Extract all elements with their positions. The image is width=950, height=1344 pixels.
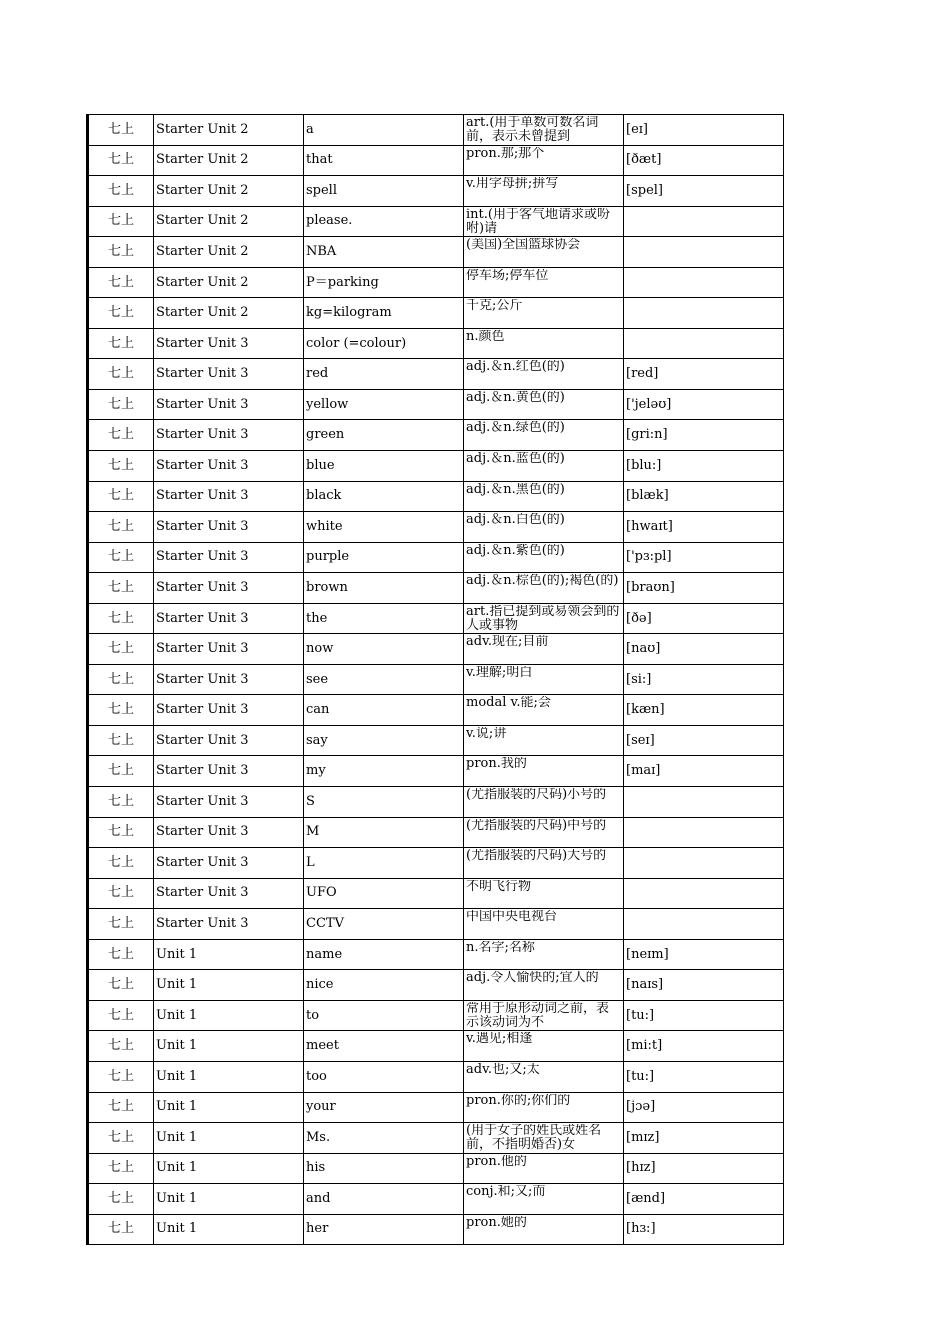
table-row: [88, 267, 784, 298]
table-row: [88, 145, 784, 176]
table-row: [88, 1092, 784, 1123]
table-row: [88, 512, 784, 543]
meaning-cell: [464, 481, 624, 512]
word-cell: Ms.: [304, 1123, 464, 1154]
unit-cell: Starter Unit 3: [154, 573, 304, 604]
meaning-cell: [464, 939, 624, 970]
grade-cell: 七上: [88, 176, 154, 207]
grade-cell: 七上: [88, 542, 154, 573]
unit-cell: Starter Unit 3: [154, 695, 304, 726]
meaning-cell: [464, 1092, 624, 1123]
unit-cell: Starter Unit 2: [154, 176, 304, 207]
grade-cell: 七上: [88, 817, 154, 848]
unit-cell: Unit 1: [154, 1123, 304, 1154]
grade-cell: 七上: [88, 909, 154, 940]
meaning-cell: [464, 1061, 624, 1092]
meaning-text: v.遇见;相逢: [466, 1032, 533, 1047]
meaning-text: v.说;讲: [466, 726, 507, 741]
meaning-cell: [464, 817, 624, 848]
grade-cell: 七上: [88, 664, 154, 695]
phonetic-cell: [naʊ]: [624, 634, 784, 665]
meaning-text: n.颜色: [466, 329, 505, 344]
unit-cell: Starter Unit 3: [154, 389, 304, 420]
phonetic-cell: [hwaɪt]: [624, 512, 784, 543]
meaning-text: art.(用于单数可数名词前，表示未曾提到: [466, 116, 599, 144]
vocabulary-table: [86, 114, 784, 1245]
table-row: [88, 115, 784, 146]
grade-cell: 七上: [88, 1000, 154, 1031]
grade-cell: 七上: [88, 267, 154, 298]
phonetic-cell: [seɪ]: [624, 725, 784, 756]
table-row: [88, 1123, 784, 1154]
phonetic-cell: [eɪ]: [624, 115, 784, 146]
unit-cell: Starter Unit 2: [154, 115, 304, 146]
phonetic-cell: [hɪz]: [624, 1153, 784, 1184]
unit-cell: Starter Unit 3: [154, 603, 304, 634]
table-row: [88, 328, 784, 359]
phonetic-cell: [hɜ:]: [624, 1214, 784, 1245]
phonetic-cell: [624, 206, 784, 237]
table-row: [88, 1214, 784, 1245]
phonetic-cell: [624, 237, 784, 268]
unit-cell: Starter Unit 3: [154, 787, 304, 818]
word-cell: her: [304, 1214, 464, 1245]
table-row: [88, 481, 784, 512]
word-cell: UFO: [304, 878, 464, 909]
table-row: [88, 695, 784, 726]
phonetic-cell: [ænd]: [624, 1184, 784, 1215]
meaning-text: adj.＆n.白色(的): [466, 513, 565, 528]
unit-cell: Unit 1: [154, 1214, 304, 1245]
meaning-text: pron.他的: [466, 1154, 527, 1169]
table-row: [88, 359, 784, 390]
table-row: [88, 817, 784, 848]
phonetic-cell: [624, 267, 784, 298]
table-row: [88, 970, 784, 1001]
grade-cell: 七上: [88, 328, 154, 359]
table-row: [88, 725, 784, 756]
grade-cell: 七上: [88, 206, 154, 237]
word-cell: to: [304, 1000, 464, 1031]
phonetic-cell: [jɔə]: [624, 1092, 784, 1123]
meaning-cell: [464, 848, 624, 879]
grade-cell: 七上: [88, 787, 154, 818]
phonetic-cell: [ðæt]: [624, 145, 784, 176]
word-cell: color (=colour): [304, 328, 464, 359]
meaning-cell: [464, 451, 624, 482]
meaning-text: pron.我的: [466, 757, 527, 772]
table-row: [88, 298, 784, 329]
word-cell: can: [304, 695, 464, 726]
word-cell: NBA: [304, 237, 464, 268]
table-row: [88, 848, 784, 879]
unit-cell: Unit 1: [154, 1000, 304, 1031]
grade-cell: 七上: [88, 115, 154, 146]
meaning-text: modal v.能;会: [466, 696, 551, 711]
meaning-cell: [464, 206, 624, 237]
meaning-text: adj.＆n.红色(的): [466, 360, 565, 375]
unit-cell: Unit 1: [154, 1153, 304, 1184]
phonetic-cell: [spel]: [624, 176, 784, 207]
unit-cell: Unit 1: [154, 1184, 304, 1215]
word-cell: kg=kilogram: [304, 298, 464, 329]
unit-cell: Starter Unit 2: [154, 237, 304, 268]
table-row: [88, 1153, 784, 1184]
unit-cell: Starter Unit 3: [154, 817, 304, 848]
grade-cell: 七上: [88, 603, 154, 634]
grade-cell: 七上: [88, 1061, 154, 1092]
grade-cell: 七上: [88, 451, 154, 482]
phonetic-cell: [kæn]: [624, 695, 784, 726]
table-row: [88, 787, 784, 818]
grade-cell: 七上: [88, 1214, 154, 1245]
word-cell: CCTV: [304, 909, 464, 940]
meaning-text: adj.＆n.黑色(的): [466, 482, 565, 497]
word-cell: too: [304, 1061, 464, 1092]
unit-cell: Starter Unit 3: [154, 420, 304, 451]
meaning-text: (用于女子的姓氏或姓名前，不指明婚否)女: [466, 1124, 602, 1153]
word-cell: see: [304, 664, 464, 695]
meaning-cell: [464, 603, 624, 634]
unit-cell: Starter Unit 3: [154, 878, 304, 909]
meaning-cell: [464, 115, 624, 146]
grade-cell: 七上: [88, 695, 154, 726]
table-row: [88, 1061, 784, 1092]
meaning-text: adj.＆n.棕色(的);褐色(的): [466, 574, 619, 589]
table-row: [88, 451, 784, 482]
word-cell: brown: [304, 573, 464, 604]
unit-cell: Starter Unit 3: [154, 451, 304, 482]
grade-cell: 七上: [88, 970, 154, 1001]
grade-cell: 七上: [88, 634, 154, 665]
meaning-cell: [464, 359, 624, 390]
phonetic-cell: [mi:t]: [624, 1031, 784, 1062]
phonetic-cell: [mɪz]: [624, 1123, 784, 1154]
word-cell: say: [304, 725, 464, 756]
meaning-cell: [464, 267, 624, 298]
word-cell: now: [304, 634, 464, 665]
word-cell: your: [304, 1092, 464, 1123]
word-cell: a: [304, 115, 464, 146]
meaning-cell: [464, 1123, 624, 1154]
table-row: [88, 603, 784, 634]
table-row: [88, 1000, 784, 1031]
phonetic-cell: [blu:]: [624, 451, 784, 482]
meaning-text: 中国中央电视台: [466, 910, 558, 925]
meaning-cell: [464, 756, 624, 787]
meaning-cell: [464, 695, 624, 726]
meaning-text: 千克;公斤: [466, 299, 523, 314]
meaning-cell: [464, 389, 624, 420]
meaning-text: v.理解;明白: [466, 665, 533, 680]
grade-cell: 七上: [88, 298, 154, 329]
meaning-text: adv.也;又;太: [466, 1062, 540, 1077]
phonetic-cell: [624, 787, 784, 818]
unit-cell: Unit 1: [154, 970, 304, 1001]
meaning-cell: [464, 237, 624, 268]
meaning-cell: [464, 176, 624, 207]
grade-cell: 七上: [88, 481, 154, 512]
meaning-text: 常用于原形动词之前，表示该动词为不: [466, 1001, 610, 1030]
meaning-text: adj.＆n.紫色(的): [466, 543, 565, 558]
meaning-text: pron.那;那个: [466, 146, 545, 161]
grade-cell: 七上: [88, 756, 154, 787]
grade-cell: 七上: [88, 1092, 154, 1123]
word-cell: that: [304, 145, 464, 176]
word-cell: meet: [304, 1031, 464, 1062]
table-row: [88, 1031, 784, 1062]
unit-cell: Starter Unit 3: [154, 512, 304, 543]
grade-cell: 七上: [88, 725, 154, 756]
meaning-cell: [464, 298, 624, 329]
phonetic-cell: [naɪs]: [624, 970, 784, 1001]
phonetic-cell: [624, 909, 784, 940]
unit-cell: Starter Unit 2: [154, 298, 304, 329]
phonetic-cell: [braʊn]: [624, 573, 784, 604]
grade-cell: 七上: [88, 420, 154, 451]
word-cell: M: [304, 817, 464, 848]
word-cell: please.: [304, 206, 464, 237]
word-cell: white: [304, 512, 464, 543]
grade-cell: 七上: [88, 1123, 154, 1154]
unit-cell: Starter Unit 3: [154, 359, 304, 390]
unit-cell: Starter Unit 3: [154, 909, 304, 940]
word-cell: and: [304, 1184, 464, 1215]
phonetic-cell: [si:]: [624, 664, 784, 695]
unit-cell: Starter Unit 3: [154, 542, 304, 573]
meaning-cell: [464, 328, 624, 359]
meaning-cell: [464, 1031, 624, 1062]
grade-cell: 七上: [88, 512, 154, 543]
meaning-cell: [464, 1214, 624, 1245]
meaning-cell: [464, 878, 624, 909]
meaning-cell: [464, 512, 624, 543]
word-cell: red: [304, 359, 464, 390]
phonetic-cell: ['pɜ:pl]: [624, 542, 784, 573]
grade-cell: 七上: [88, 1153, 154, 1184]
phonetic-cell: [624, 878, 784, 909]
word-cell: the: [304, 603, 464, 634]
table-row: [88, 939, 784, 970]
meaning-cell: [464, 787, 624, 818]
unit-cell: Unit 1: [154, 1031, 304, 1062]
grade-cell: 七上: [88, 1031, 154, 1062]
meaning-text: n.名字;名称: [466, 940, 535, 955]
table-row: [88, 542, 784, 573]
grade-cell: 七上: [88, 878, 154, 909]
meaning-text: 停车场;停车位: [466, 268, 549, 283]
phonetic-cell: ['jeləʊ]: [624, 389, 784, 420]
word-cell: P＝parking: [304, 267, 464, 298]
meaning-cell: [464, 573, 624, 604]
phonetic-cell: [624, 817, 784, 848]
meaning-text: 不明飞行物: [466, 879, 532, 894]
meaning-cell: [464, 725, 624, 756]
phonetic-cell: [blæk]: [624, 481, 784, 512]
phonetic-cell: [624, 298, 784, 329]
meaning-cell: [464, 664, 624, 695]
meaning-cell: [464, 1153, 624, 1184]
meaning-text: v.用字母拼;拼写: [466, 177, 559, 192]
meaning-text: (尤指服装的尺码)小号的: [466, 788, 607, 803]
unit-cell: Starter Unit 3: [154, 664, 304, 695]
word-cell: black: [304, 481, 464, 512]
meaning-cell: [464, 634, 624, 665]
unit-cell: Starter Unit 3: [154, 756, 304, 787]
word-cell: his: [304, 1153, 464, 1184]
table-row: [88, 573, 784, 604]
word-cell: nice: [304, 970, 464, 1001]
meaning-text: adv.现在;目前: [466, 635, 549, 650]
meaning-text: art.指已提到或易领会到的人或事物: [466, 604, 620, 633]
unit-cell: Unit 1: [154, 939, 304, 970]
phonetic-cell: [624, 848, 784, 879]
word-cell: name: [304, 939, 464, 970]
meaning-text: conj.和;又;而: [466, 1185, 546, 1200]
table-row: [88, 176, 784, 207]
meaning-cell: [464, 1000, 624, 1031]
meaning-text: adj.令人愉快的;宜人的: [466, 971, 599, 986]
phonetic-cell: [red]: [624, 359, 784, 390]
phonetic-cell: [maɪ]: [624, 756, 784, 787]
table-row: [88, 420, 784, 451]
unit-cell: Starter Unit 3: [154, 481, 304, 512]
table-row: [88, 664, 784, 695]
meaning-cell: [464, 970, 624, 1001]
meaning-text: (尤指服装的尺码)大号的: [466, 849, 607, 864]
unit-cell: Unit 1: [154, 1061, 304, 1092]
meaning-text: adj.＆n.蓝色(的): [466, 452, 565, 467]
meaning-text: (美国)全国篮球协会: [466, 238, 581, 253]
table-row: [88, 1184, 784, 1215]
table-row: [88, 237, 784, 268]
word-cell: L: [304, 848, 464, 879]
word-cell: spell: [304, 176, 464, 207]
meaning-text: pron.她的: [466, 1215, 527, 1230]
word-cell: yellow: [304, 389, 464, 420]
table-row: [88, 909, 784, 940]
meaning-cell: [464, 145, 624, 176]
phonetic-cell: [ðə]: [624, 603, 784, 634]
meaning-text: adj.＆n.黄色(的): [466, 390, 565, 405]
meaning-cell: [464, 909, 624, 940]
unit-cell: Starter Unit 2: [154, 145, 304, 176]
grade-cell: 七上: [88, 939, 154, 970]
table-row: [88, 206, 784, 237]
unit-cell: Unit 1: [154, 1092, 304, 1123]
grade-cell: 七上: [88, 237, 154, 268]
table-row: [88, 634, 784, 665]
grade-cell: 七上: [88, 1184, 154, 1215]
unit-cell: Starter Unit 3: [154, 725, 304, 756]
phonetic-cell: [624, 328, 784, 359]
meaning-cell: [464, 420, 624, 451]
grade-cell: 七上: [88, 848, 154, 879]
phonetic-cell: [gri:n]: [624, 420, 784, 451]
unit-cell: Starter Unit 3: [154, 328, 304, 359]
word-cell: purple: [304, 542, 464, 573]
unit-cell: Starter Unit 3: [154, 848, 304, 879]
phonetic-cell: [neɪm]: [624, 939, 784, 970]
word-cell: S: [304, 787, 464, 818]
meaning-cell: [464, 1184, 624, 1215]
meaning-text: int.(用于客气地请求或吩咐)请: [466, 207, 610, 236]
phonetic-cell: [tu:]: [624, 1061, 784, 1092]
meaning-text: pron.你的;你们的: [466, 1093, 571, 1108]
meaning-cell: [464, 542, 624, 573]
table-row: [88, 878, 784, 909]
table-row: [88, 756, 784, 787]
table-row: [88, 389, 784, 420]
unit-cell: Starter Unit 2: [154, 267, 304, 298]
word-cell: my: [304, 756, 464, 787]
grade-cell: 七上: [88, 389, 154, 420]
unit-cell: Starter Unit 2: [154, 206, 304, 237]
grade-cell: 七上: [88, 145, 154, 176]
grade-cell: 七上: [88, 573, 154, 604]
meaning-text: adj.＆n.绿色(的): [466, 421, 565, 436]
phonetic-cell: [tu:]: [624, 1000, 784, 1031]
meaning-text: (尤指服装的尺码)中号的: [466, 818, 607, 833]
word-cell: green: [304, 420, 464, 451]
unit-cell: Starter Unit 3: [154, 634, 304, 665]
word-cell: blue: [304, 451, 464, 482]
grade-cell: 七上: [88, 359, 154, 390]
vocabulary-table-body: [88, 115, 784, 1245]
